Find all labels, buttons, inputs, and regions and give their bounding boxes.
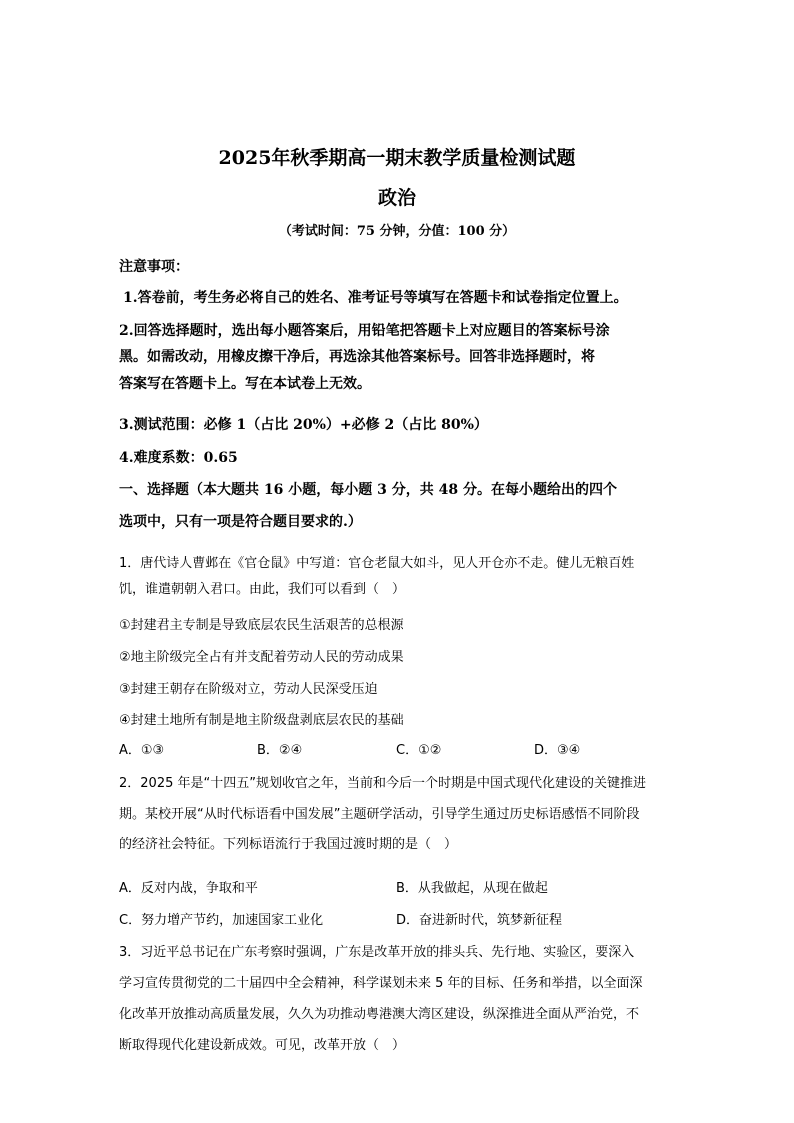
q1-option-a: A．①③ (119, 743, 165, 758)
q1-stem-line-1: 1．唐代诗人曹邺在《官仓鼠》中写道：官仓老鼠大如斗，见人开仓亦不走。健儿无粮百姓 (119, 556, 635, 571)
note-2-line-3: 答案写在答题卡上。写在本试卷上无效。 (119, 376, 371, 392)
q2-option-d: D．奋进新时代，筑梦新征程 (396, 913, 563, 928)
q3-stem-line-1: 3．习近平总书记在广东考察时强调，广东是改革开放的排头兵、先行地、实验区，要深入 (119, 945, 635, 960)
q1-option-d: D．③④ (534, 743, 581, 758)
q1-option-c: C．①② (396, 743, 442, 758)
q1-statement-4: ④封建土地所有制是地主阶级盘剥底层农民的基础 (119, 713, 404, 728)
exam-info: （考试时间：75 分钟，分值：100 分） (278, 224, 516, 239)
q3-stem-line-4: 断取得现代化建设新成效。可见，改革开放（ ） (119, 1038, 406, 1053)
section-heading-line-2: 选项中，只有一项是符合题目要求的.） (119, 514, 362, 530)
q2-stem-line-3: 的经济社会特征。下列标语流行于我国过渡时期的是（ ） (119, 837, 458, 852)
q2-stem-line-2: 期。某校开展“从时代标语看中国发展”主题研学活动，引导学生通过历史标语感悟不同阶段 (119, 807, 640, 822)
note-2-line-2: 黑。如需改动，用橡皮擦干净后，再选涂其他答案标号。回答非选择题时，将 (119, 349, 595, 365)
notes-heading: 注意事项： (119, 259, 189, 275)
q1-option-b: B．②④ (257, 743, 303, 758)
q3-stem-line-3: 化改革开放推动高质量发展，久久为功推动粤港澳大湾区建设，纵深推进全面从严治党，不 (119, 1007, 640, 1022)
q2-option-a: A．反对内战，争取和平 (119, 881, 258, 896)
q2-stem-line-1: 2．2025 年是“十四五”规划收官之年，当前和今后一个时期是中国式现代化建设的关键推进 (119, 776, 646, 791)
q1-statement-2: ②地主阶级完全占有并支配着劳动人民的劳动成果 (119, 650, 404, 665)
subject-title: 政治 (377, 187, 416, 209)
note-1: 1.答卷前，考生务必将自己的姓名、准考证号等填写在答题卡和试卷指定位置上。 (123, 290, 628, 306)
exam-title: 2025年秋季期高一期末教学质量检测试题 (218, 147, 576, 169)
note-2-line-1: 2.回答选择题时，选出每小题答案后，用铅笔把答题卡上对应题目的答案标号涂 (119, 323, 610, 339)
note-4: 4.难度系数：0.65 (119, 450, 238, 466)
note-3: 3.测试范围：必修 1（占比 20%）+必修 2（占比 80%） (119, 417, 488, 433)
q1-statement-3: ③封建王朝存在阶级对立，劳动人民深受压迫 (119, 682, 378, 697)
q2-option-b: B．从我做起，从现在做起 (396, 881, 548, 896)
q1-statement-1: ①封建君主专制是导致底层农民生活艰苦的总根源 (119, 618, 404, 633)
q2-option-c: C．努力增产节约，加速国家工业化 (119, 913, 324, 928)
q1-stem-line-2: 饥，谁遣朝朝入君口。由此，我们可以看到（ ） (119, 582, 406, 597)
q3-stem-line-2: 学习宣传贯彻党的二十届四中全会精神，科学谋划未来 5 年的目标、任务和举措，以全面深 (119, 976, 643, 991)
section-heading-line-1: 一、选择题（本大题共 16 小题，每小题 3 分，共 48 分。在每小题给出的四个 (119, 482, 617, 498)
